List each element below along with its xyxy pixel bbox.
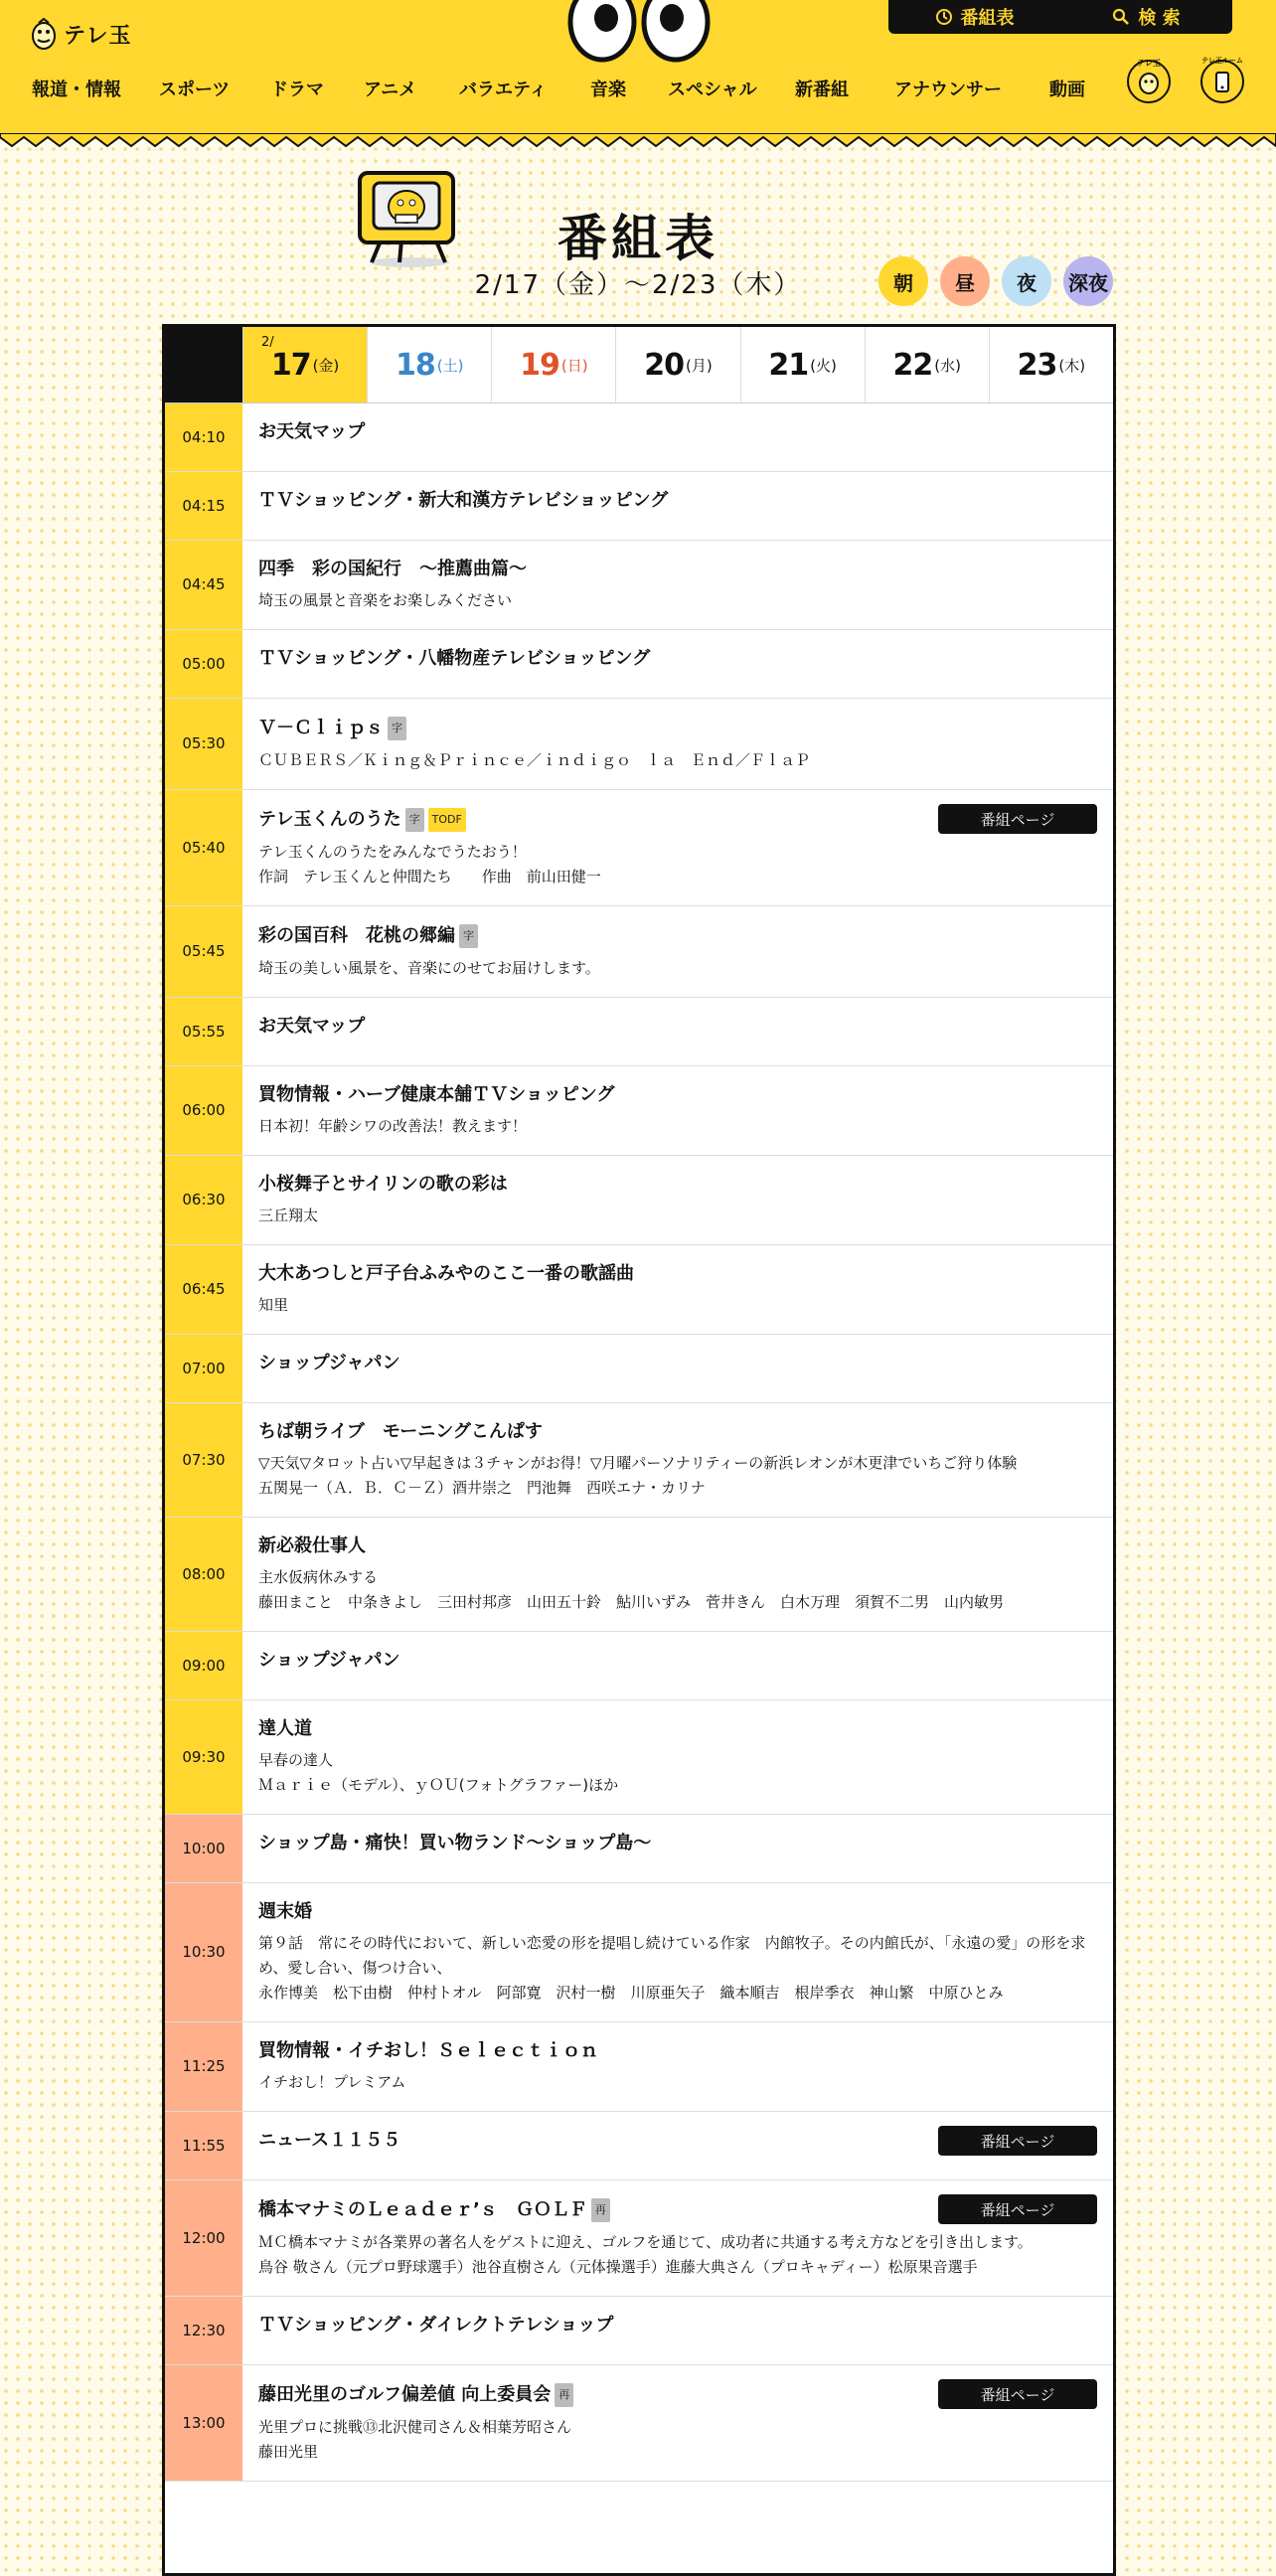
day-tab[interactable] — [242, 327, 367, 402]
program-time: 07:00 — [165, 1335, 242, 1402]
day-weekday: (金) — [312, 356, 340, 375]
program-time: 11:25 — [165, 2022, 242, 2111]
program-title[interactable]: 買物情報・ハーブ健康本舗ＴＶショッピング — [258, 1084, 615, 1105]
program-list — [165, 403, 1113, 2482]
time-jump-buttons — [878, 256, 1113, 306]
day-weekday: (土) — [436, 356, 464, 375]
program-description: テレ玉くんのうたをみんなでうたおう！ 作詞 テレ玉くんと仲間たち 作曲 前山田健一 — [258, 843, 601, 886]
program-title-line — [258, 1084, 1097, 1106]
program-time: 04:15 — [165, 472, 242, 540]
nav-anime[interactable]: アニメ — [364, 80, 417, 100]
program-title[interactable]: 達人道 — [258, 1718, 312, 1739]
program-title-line — [258, 1833, 1097, 1854]
clock-icon — [935, 8, 953, 26]
program-cell — [242, 1066, 1113, 1155]
program-time: 09:00 — [165, 1632, 242, 1699]
program-title[interactable]: テレ玉くんのうた — [258, 809, 401, 830]
program-description: ▽天気▽タロット占い▽早起きは３チャンがお得！▽月曜パーソナリティーの新浜レオンが木更津でいちご狩り体験 五関晃一（Ａ．Ｂ．Ｃ－Ｚ）酒井崇之 門池舞 西咲エナ・カリナ — [258, 1454, 1018, 1497]
program-description: 主水仮病休みする 藤田まこと 中条きよし 三田村邦彦 山田五十鈴 鮎川いずみ 菅井きん 白木万理 須賀不二男 山内敏男 — [258, 1568, 1005, 1611]
program-description: 日本初！年齢シワの改善法！教えます！ — [258, 1117, 528, 1135]
jump-morning-button[interactable] — [878, 256, 928, 306]
program-page-button[interactable]: 番組ページ — [938, 804, 1097, 834]
program-time: 13:00 — [165, 2365, 242, 2481]
program-row — [165, 1403, 1113, 1518]
program-page-button[interactable]: 番組ページ — [938, 2379, 1097, 2409]
program-row — [165, 1066, 1113, 1156]
header-zigzag-edge — [0, 133, 1276, 149]
jump-evening-label: 夜 — [1017, 270, 1037, 295]
day-weekday: (日) — [560, 356, 588, 375]
program-title-line — [258, 1535, 1097, 1557]
program-time: 08:00 — [165, 1518, 242, 1631]
program-time: 11:55 — [165, 2112, 242, 2179]
program-title[interactable]: ショップジャパン — [258, 1650, 400, 1671]
day-weekday: (水) — [934, 356, 961, 375]
program-cell — [242, 1335, 1113, 1402]
program-tag-badge: 再 — [591, 2198, 610, 2222]
page-title: 番組表 — [558, 210, 718, 267]
program-title[interactable]: 橋本マナミのＬｅａｄｅｒ’ｓ ＧＯＬＦ — [258, 2199, 587, 2220]
program-title-line — [258, 490, 1097, 512]
top-toolbar — [888, 0, 1232, 34]
program-title-line — [258, 924, 1097, 948]
nav-special[interactable]: スペシャル — [668, 80, 757, 100]
teletama-room-badge-label: テレ玉ルーム — [1201, 57, 1243, 65]
program-title[interactable]: 彩の国百科 花桃の郷編 — [258, 925, 455, 946]
program-guide-button[interactable] — [888, 0, 1060, 34]
program-cell — [242, 2112, 1113, 2179]
program-title[interactable]: ショップ島・痛快！買い物ランド～ショップ島～ — [258, 1833, 652, 1853]
day-tabs-corner — [165, 327, 242, 402]
program-title-line — [258, 1718, 1097, 1740]
teletama-badge-label: テレ玉 — [1137, 59, 1161, 68]
program-cell — [242, 2365, 1113, 2481]
program-title[interactable]: お天気マップ — [258, 1016, 366, 1037]
program-title-line — [258, 1263, 1097, 1285]
program-title-line — [258, 1901, 1097, 1923]
program-title[interactable]: 藤田光里のゴルフ偏差値 向上委員会 — [258, 2384, 552, 2405]
program-tag-badge: 字 — [459, 924, 478, 948]
program-tag-badge: 再 — [555, 2383, 573, 2407]
nav-music[interactable]: 音楽 — [590, 80, 626, 100]
program-time: 10:00 — [165, 1815, 242, 1882]
program-description: 三丘翔太 — [258, 1207, 319, 1224]
day-month: 2/ — [261, 335, 274, 350]
program-tag-badge: 字 — [388, 717, 406, 740]
program-time: 04:10 — [165, 403, 242, 471]
teletama-badge-button[interactable] — [1127, 60, 1171, 103]
program-cell — [242, 1815, 1113, 1882]
program-title[interactable]: 新必殺仕事人 — [258, 1535, 366, 1556]
day-number: 22 — [892, 347, 933, 383]
program-row — [165, 541, 1113, 630]
main-nav — [0, 66, 1276, 109]
program-row — [165, 472, 1113, 541]
program-cell — [242, 1518, 1113, 1631]
program-cell — [242, 906, 1113, 997]
program-row — [165, 998, 1113, 1066]
search-label: 検 索 — [1138, 8, 1181, 29]
jump-late-night-button[interactable] — [1063, 256, 1113, 306]
site-header — [0, 0, 1276, 139]
program-cell — [242, 2022, 1113, 2111]
program-time: 07:30 — [165, 1403, 242, 1517]
program-cell — [242, 403, 1113, 471]
program-title-line — [258, 559, 1097, 580]
program-time: 05:45 — [165, 906, 242, 997]
day-number: 23 — [1017, 347, 1057, 383]
program-row — [165, 699, 1113, 790]
nav-drama[interactable]: ドラマ — [270, 80, 324, 100]
program-title-line — [258, 421, 1097, 443]
nav-news[interactable]: 報道・情報 — [32, 80, 121, 100]
nav-variety[interactable]: バラエティ — [459, 80, 548, 100]
program-row — [165, 1156, 1113, 1245]
site-logo[interactable] — [30, 16, 132, 52]
program-cell — [242, 1403, 1113, 1517]
program-time: 09:30 — [165, 1700, 242, 1814]
day-weekday: (木) — [1058, 356, 1086, 375]
program-description: 知里 — [258, 1296, 289, 1314]
program-tag-badge: 字 — [405, 808, 424, 832]
program-row — [165, 1632, 1113, 1700]
program-title[interactable]: Ｖ－Ｃｌｉｐｓ — [258, 718, 384, 738]
program-time: 06:45 — [165, 1245, 242, 1334]
teletama-room-badge-button[interactable] — [1200, 57, 1244, 103]
program-row — [165, 1883, 1113, 2022]
program-page-button[interactable]: 番組ページ — [938, 2126, 1097, 2156]
schedule-table — [162, 324, 1116, 2576]
program-cell — [242, 2297, 1113, 2364]
day-weekday: (月) — [686, 356, 713, 375]
nav-announcer[interactable]: アナウンサー — [894, 80, 1002, 100]
program-time: 12:30 — [165, 2297, 242, 2364]
program-row — [165, 1335, 1113, 1403]
program-title[interactable]: 大木あつしと戸子台ふみやのここ一番の歌謡曲 — [258, 1263, 634, 1284]
program-time: 05:40 — [165, 790, 242, 905]
program-row — [165, 2112, 1113, 2180]
program-time: 12:00 — [165, 2180, 242, 2296]
day-number: 21 — [768, 347, 809, 383]
search-icon — [1112, 8, 1130, 26]
program-title-line — [258, 2040, 1097, 2062]
program-description: ＭＣ橋本マナミが各業界の著名人をゲストに迎え、ゴルフを通じて、成功者に共通する考え方などを引き出します。 鳥谷 敬さん（元プロ野球選手）池谷直樹さん（元体操選手）進藤大典さん（プロキャディー）松原果音選手 — [258, 2233, 1033, 2276]
program-cell — [242, 998, 1113, 1065]
program-description: 早春の達人 Ｍａｒｉｅ（モデル）、ｙＯＵ(フォトグラファー)ほか — [258, 1751, 619, 1794]
nav-video[interactable]: 動画 — [1049, 80, 1085, 100]
program-description: 埼玉の風景と音楽をお楽しみください — [258, 591, 513, 609]
program-title[interactable]: 週末婚 — [258, 1901, 312, 1922]
day-weekday: (火) — [810, 356, 837, 375]
nav-sports[interactable]: スポーツ — [159, 80, 231, 100]
jump-evening-button[interactable] — [1002, 256, 1051, 306]
program-time: 06:30 — [165, 1156, 242, 1244]
program-description: ＣＵＢＥＲＳ／Ｋｉｎｇ＆Ｐｒｉｎｃｅ／ｉｎｄｉｇｏ ｌａ Ｅｎｄ／ＦｌａＰ — [258, 751, 811, 769]
program-title[interactable]: お天気マップ — [258, 421, 366, 442]
nav-new-programs[interactable]: 新番組 — [795, 80, 849, 100]
day-tabs — [165, 327, 1113, 403]
program-title-line — [258, 1353, 1097, 1374]
program-time: 04:45 — [165, 541, 242, 629]
date-range: 2/17（金）〜2/23（木） — [474, 270, 802, 300]
program-cell — [242, 541, 1113, 629]
jump-morning-label: 朝 — [893, 270, 913, 295]
program-row — [165, 906, 1113, 998]
program-description: 第９話 常にその時代において、新しい恋愛の形を提唱し続けている作家 内館牧子。その内館氏が、「永遠の愛」の形を求め、愛し合い、傷つけ合い、 永作博美 松下由樹 仲村トオル 阿部寛 沢村一樹 川原亜矢子 織本順吉 根岸季衣 神山繁 中原ひとみ — [258, 1934, 1086, 2002]
jump-noon-label: 昼 — [955, 270, 975, 295]
day-tab[interactable] — [615, 327, 739, 402]
program-row — [165, 2180, 1113, 2297]
program-title-line — [258, 1650, 1097, 1672]
program-cell — [242, 699, 1113, 789]
program-description: 光里プロに挑戦⑬北沢健司さん＆相葉芳昭さん 藤田光里 — [258, 2418, 572, 2461]
teletama-mascot-icon — [30, 16, 58, 52]
program-cell — [242, 790, 1113, 905]
program-title[interactable]: 買物情報・イチおし！Ｓｅｌｅｃｔｉｏｎ — [258, 2040, 598, 2061]
program-tag-badge: TODF — [428, 808, 466, 832]
program-time: 05:30 — [165, 699, 242, 789]
mascot-badge-icon — [1134, 67, 1164, 96]
program-time: 05:55 — [165, 998, 242, 1065]
program-row — [165, 1700, 1113, 1815]
program-title[interactable]: ニュース１１５５ — [258, 2130, 401, 2151]
program-title[interactable]: 四季 彩の国紀行 ～推薦曲篇～ — [258, 559, 527, 579]
search-button[interactable] — [1060, 0, 1232, 34]
day-number: 17 — [270, 347, 311, 383]
day-tab[interactable] — [865, 327, 989, 402]
program-title[interactable]: ＴＶショッピング・八幡物産テレビショッピング — [258, 648, 651, 669]
program-row — [165, 790, 1113, 906]
day-number: 20 — [644, 347, 684, 383]
phone-badge-icon — [1207, 67, 1237, 96]
program-title-line — [258, 1421, 1097, 1443]
program-cell — [242, 1700, 1113, 1814]
program-title[interactable]: ＴＶショッピング・新大和漢方テレビショッピング — [258, 490, 669, 511]
day-tab[interactable] — [740, 327, 865, 402]
program-title[interactable]: 小桜舞子とサイリンの歌の彩は — [258, 1174, 508, 1195]
program-guide-label: 番組表 — [960, 8, 1015, 29]
program-title-line — [258, 717, 1097, 740]
program-cell — [242, 472, 1113, 540]
day-tab[interactable] — [989, 327, 1113, 402]
program-page-button[interactable]: 番組ページ — [938, 2194, 1097, 2224]
program-row — [165, 1518, 1113, 1632]
day-tab[interactable] — [367, 327, 491, 402]
program-row — [165, 1245, 1113, 1335]
program-time: 05:00 — [165, 630, 242, 698]
program-row — [165, 2365, 1113, 2482]
program-row — [165, 630, 1113, 699]
mascot-eyes-icon — [564, 0, 714, 64]
program-time: 10:30 — [165, 1883, 242, 2021]
program-cell — [242, 1156, 1113, 1244]
logo-text: テレ玉 — [64, 23, 132, 49]
program-cell — [242, 1883, 1113, 2021]
program-cell — [242, 630, 1113, 698]
program-row — [165, 403, 1113, 472]
program-cell — [242, 1632, 1113, 1699]
program-cell — [242, 2180, 1113, 2296]
program-title[interactable]: ちば朝ライブ モーニングこんぱす — [258, 1421, 543, 1442]
program-title-line — [258, 648, 1097, 670]
program-title[interactable]: ショップジャパン — [258, 1353, 400, 1373]
program-description: イチおし！プレミアム — [258, 2073, 406, 2091]
program-title-line — [258, 1016, 1097, 1038]
jump-late-night-label: 深夜 — [1068, 270, 1108, 295]
program-title-line — [258, 1174, 1097, 1196]
program-title[interactable]: ＴＶショッピング・ダイレクトテレショップ — [258, 2315, 614, 2335]
day-number: 18 — [395, 347, 435, 383]
program-row — [165, 2297, 1113, 2365]
program-row — [165, 1815, 1113, 1883]
day-number: 19 — [520, 347, 559, 383]
program-time: 06:00 — [165, 1066, 242, 1155]
day-tab[interactable] — [491, 327, 615, 402]
program-cell — [242, 1245, 1113, 1334]
jump-noon-button[interactable] — [940, 256, 990, 306]
program-description: 埼玉の美しい風景を、音楽にのせてお届けします。 — [258, 959, 600, 977]
program-title-line — [258, 2315, 1097, 2336]
program-row — [165, 2022, 1113, 2112]
